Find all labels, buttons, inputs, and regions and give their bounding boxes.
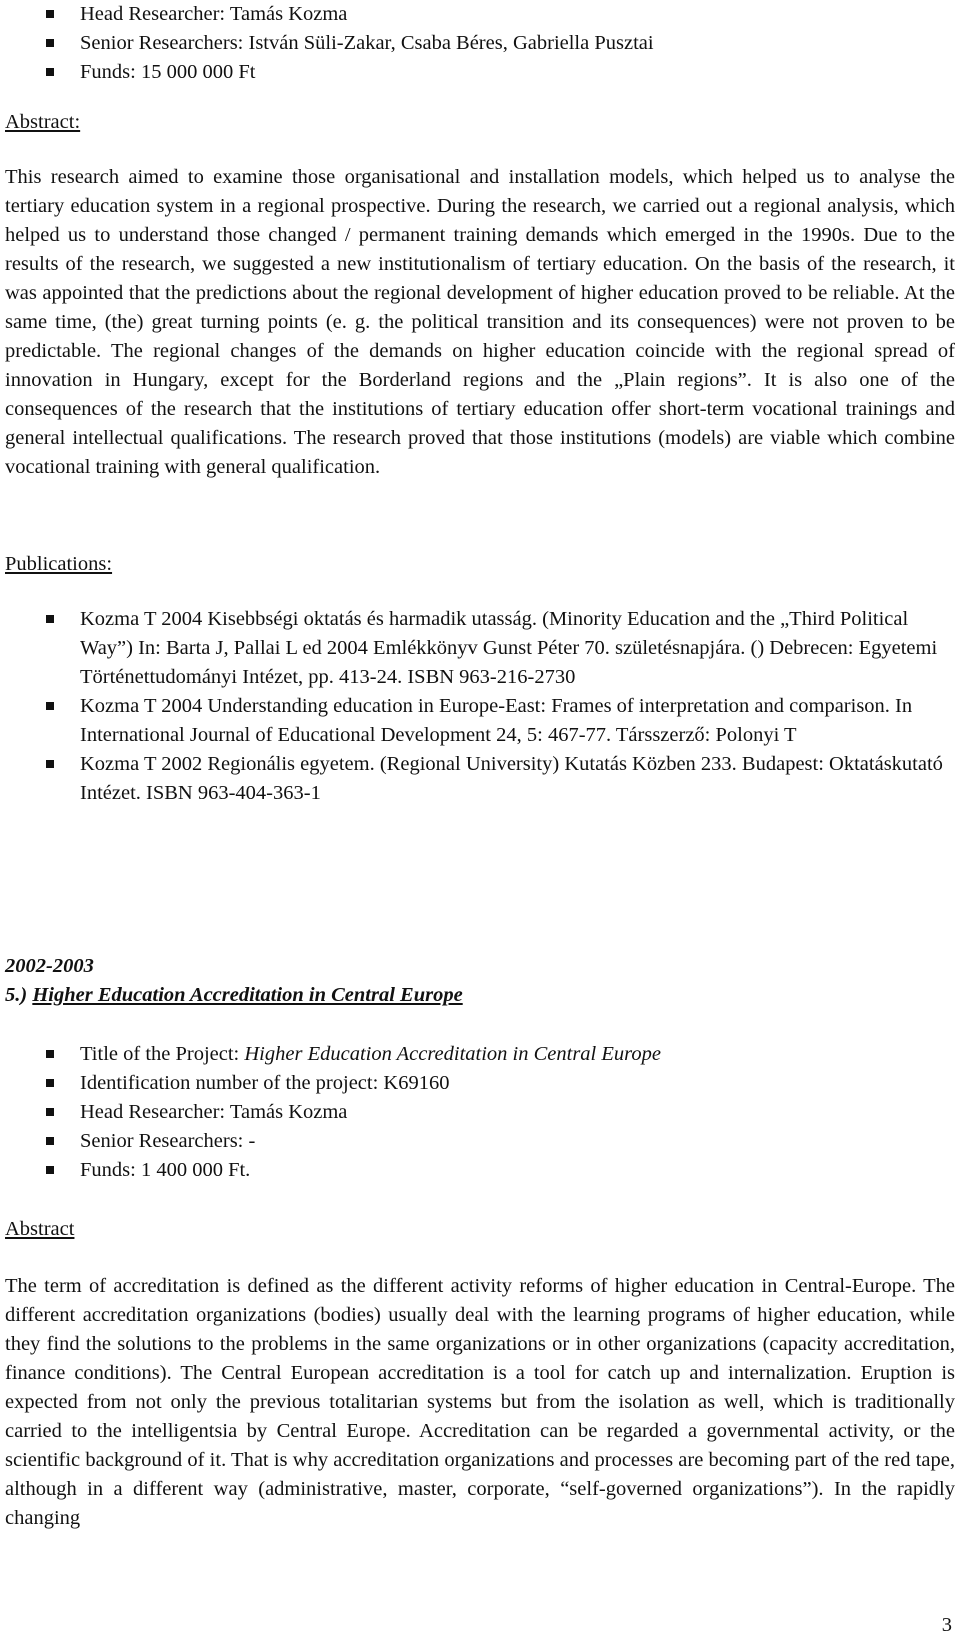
abstract-label: Abstract: (5, 111, 81, 133)
list-item: Head Researcher: Tamás Kozma (80, 0, 960, 29)
project-number: 5.) (5, 984, 28, 1006)
project4-details-list (5, 0, 960, 87)
detail-label: Title of the Project: (80, 1043, 245, 1065)
detail-value: Higher Education Accreditation in Central Europe (244, 1043, 661, 1065)
project-years: 2002-2003 (5, 955, 94, 977)
list-item: Identification number of the project: K69160 (80, 1069, 960, 1098)
page-number: 3 (941, 1614, 952, 1636)
publication-item: Kozma T 2004 Understanding education in Europe-East: Frames of interpretation and comparison. In International Journal of Educational Development 24, 5: 467-77. Társszerző: Polonyi T (80, 692, 960, 750)
abstract-label: Abstract (5, 1218, 75, 1240)
project-heading (5, 981, 463, 1010)
list-item: Funds: 1 400 000 Ft. (80, 1156, 960, 1185)
list-item: Funds: 15 000 000 Ft (80, 58, 960, 87)
project-title: Higher Education Accreditation in Central Europe (32, 984, 463, 1006)
publication-item: Kozma T 2002 Regionális egyetem. (Regional University) Kutatás Közben 233. Budapest: Oktatáskutató Intézet. ISBN 963-404-363-1 (80, 750, 960, 808)
project5-details-list (5, 1040, 960, 1185)
list-item: Head Researcher: Tamás Kozma (80, 1098, 960, 1127)
list-item: Senior Researchers: István Süli-Zakar, Csaba Béres, Gabriella Pusztai (80, 29, 960, 58)
list-item: Senior Researchers: - (80, 1127, 960, 1156)
abstract-text: The term of accreditation is defined as the different activity reforms of higher education in Central-Europe. The different accreditation organizations (bodies) usually deal with the learning programs of higher education, while they find the solutions to the problems in the same organizations or in other organizations (capacity accreditation, finance conditions). The Central European accreditation is a tool for catch up and internalization. Eruption is expected from not only the previous totalitarian systems but from the isolation as well, which is traditionally carried to the intelligentsia by Central Europe. Accreditation can be regarded a governmental activity, or the scientific background of it. That is why accreditation organizations and processes are becoming part of the red tape, although in a different way (administrative, master, corporate, “self-governed organizations”). In the rapidly changing (5, 1275, 955, 1529)
publications-list (5, 605, 960, 808)
list-item (80, 1040, 960, 1069)
publications-label: Publications: (5, 553, 113, 575)
abstract-text: This research aimed to examine those organisational and installation models, which helped us to analyse the tertiary education system in a regional prospective. During the research, we carried out a regional analysis, which helped us to understand those changed / permanent training demands which emerged in the 1990s. Due to the results of the research, we suggested a new institutionalism of tertiary education. On the basis of the research, it was appointed that the predictions about the regional development of higher education proved to be reliable. At the same time, (the) great turning points (e. g. the political transition and its consequences) were not proven to be predictable. The regional changes of the demands on higher education coincide with the regional spread of innovation in Hungary, except for the Borderland regions and the „Plain regions”. It is also one of the consequences of the research that the institutions of tertiary education offer short-term vocational trainings and general intellectual qualifications. The research proved that those institutions (models) are viable which combine vocational training with general qualification. (5, 166, 955, 478)
publication-item: Kozma T 2004 Kisebbségi oktatás és harmadik utasság. (Minority Education and the „Third Political Way”) In: Barta J, Pallai L ed 2004 Emlékkönyv Gunst Péter 70. születésnapjára. () Debrecen: Egyetemi Történettudományi Intézet, pp. 413-24. ISBN 963-216-2730 (80, 605, 960, 692)
